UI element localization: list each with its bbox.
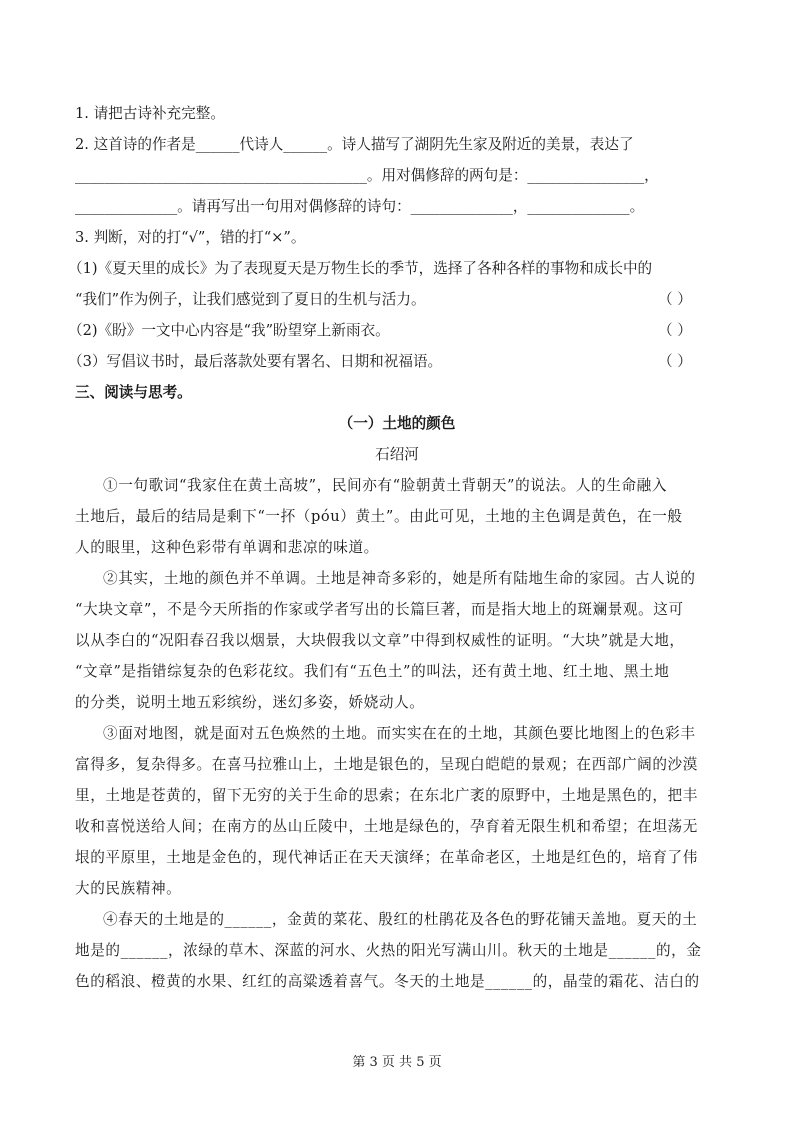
question-2-line-1: 2. 这首诗的作者是______代诗人______。诗人描写了湖阴先生家及附近的美景，表达了: [75, 136, 634, 153]
article-p2-line-1: ②其实，土地的颜色并不单调。土地是神奇多彩的，她是所有陆地生命的家园。古人说的: [103, 570, 696, 587]
judge-1-line-1: （1)《夏天里的成长》为了表现夏天是万物生长的季节，选择了各种各样的事物和成长中的: [68, 260, 653, 277]
article-p2-line-5: 的分类，说明土地五彩缤纷，迷幻多姿，娇娆动人。: [75, 694, 425, 711]
article-p2-line-3: 以从李白的“况阳春召我以烟景，大块假我以文章”中得到权威性的证明。“大块”就是大地，: [75, 632, 685, 649]
article-p4-line-2: 地是的______，浓绿的草木、深蓝的河水、火热的阳光写满山川。秋天的土地是______的，金: [75, 942, 702, 959]
article-p4-line-1: ④春天的土地是的______，金黄的菜花、殷红的杜鹃花及各色的野花铺天盖地。夏天的土: [103, 911, 698, 928]
article-p1-line-1: ①一句歌词“我家住在黄土高坡”，民间亦有“脸朝黄土背朝天”的说法。人的生命融入: [103, 477, 668, 494]
section-heading: 三、阅读与思考。: [75, 384, 192, 401]
article-p1-line-2: 土地后，最后的结局是剩下“一抔（póu）黄土”。由此可见，土地的主色调是黄色，在一般: [75, 508, 683, 525]
article-p1-line-3: 人的眼里，这种色彩带有单调和悲凉的味道。: [75, 539, 379, 556]
article-p2-line-4: “文章”是指错综复杂的色彩花纹。我们有“五色土”的叫法，还有黄土地、红土地、黑土地: [75, 663, 670, 680]
page-footer: 第 3 页 共 5 页: [352, 1055, 442, 1070]
article-p3-line-3: 里，土地是苍黄的，留下无穷的关于生命的思索；在东北广袤的原野中，土地是黑色的，把丰: [75, 787, 698, 804]
question-3: 3. 判断，对的打“√”，错的打“×”。: [75, 229, 306, 246]
article-p3-line-1: ③面对地图，就是面对五色焕然的土地。而实实在在的土地，其颜色要比地图上的色彩丰: [103, 725, 696, 742]
article-title: （一）土地的颜色: [338, 415, 456, 432]
judge-2: （2)《盼》一文中心内容是“我”盼望穿上新雨衣。: [68, 322, 390, 339]
article-p3-line-5: 垠的平原里，土地是金色的，现代神话正在天天演绎；在革命老区，土地是红色的，培育了伟: [75, 849, 698, 866]
article-p3-line-6: 大的民族精神。: [75, 880, 182, 897]
answer-bracket-2: （ ）: [658, 322, 692, 339]
article-author: 石绍河: [375, 446, 419, 463]
article-p4-line-3: 色的稻浪、橙黄的水果、红红的高粱透着喜气。冬天的土地是______的，晶莹的霜花、洁白的: [75, 973, 700, 990]
article-p2-line-2: “大块文章”，不是今天所指的作家或学者写出的长篇巨著，而是指大地上的斑斓景观。这可: [75, 601, 684, 618]
article-p3-line-4: 收和喜悦送给人间；在南方的丛山丘陵中，土地是绿色的，孕育着无限生机和希望；在坦荡无: [75, 818, 698, 835]
article-p3-line-2: 富得多，复杂得多。在喜马拉雅山上，土地是银色的，呈现白皑皑的景观；在西部广阔的沙漠: [75, 756, 698, 773]
answer-bracket-3: （ ）: [658, 353, 692, 370]
question-2-line-3: ______________。请再写出一句用对偶修辞的诗句：______________，______________。: [75, 198, 645, 215]
answer-bracket-1: （ ）: [658, 291, 692, 308]
question-1: 1. 请把古诗补充完整。: [75, 105, 225, 122]
question-2-line-2: ________________________________________。用对偶修辞的两句是：________________，: [75, 167, 659, 184]
judge-1-line-2: “我们”作为例子，让我们感觉到了夏日的生机与活力。: [75, 291, 426, 308]
judge-3: （3）写倡议书时，最后落款处要有署名、日期和祝福语。: [68, 353, 443, 370]
